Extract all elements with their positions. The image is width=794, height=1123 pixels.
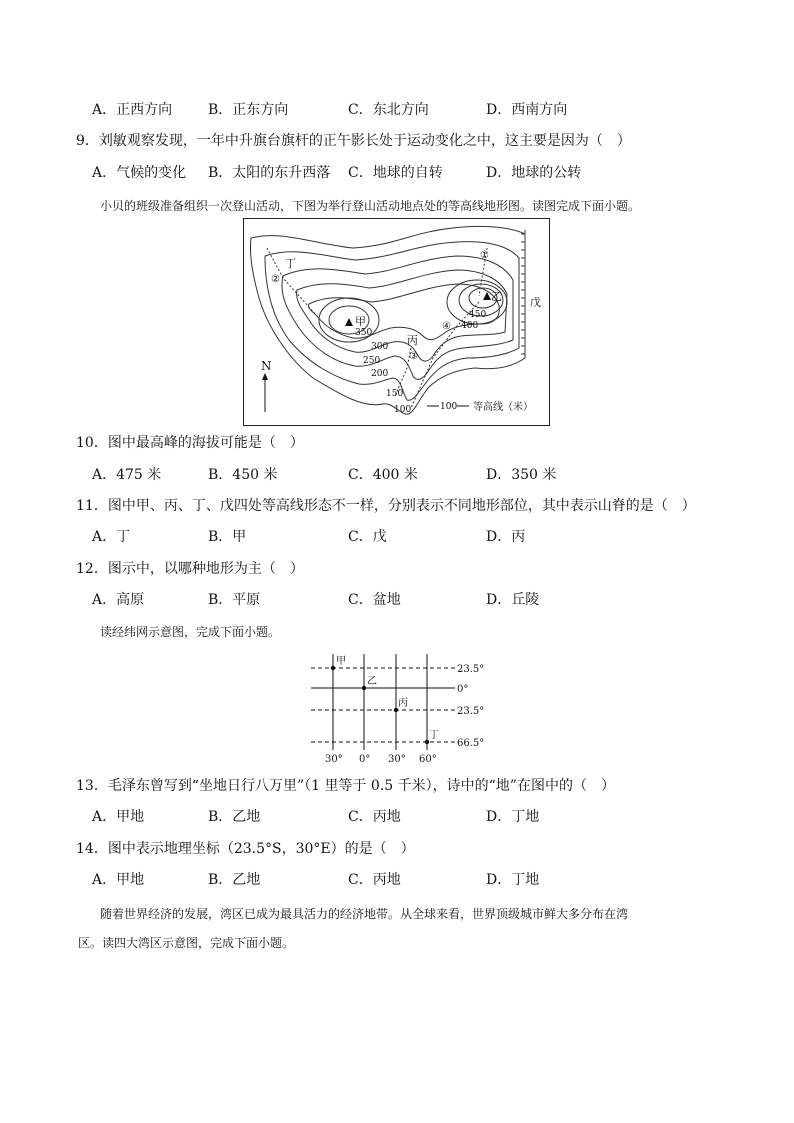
elev-100: 100 — [394, 405, 412, 415]
lat-label-4: 66.5° — [457, 738, 485, 749]
elev-450: 450 — [469, 310, 487, 320]
q13-option-b: B．乙地 — [208, 809, 261, 825]
contour-map — [243, 218, 550, 426]
grid-label-yi: 乙 — [367, 676, 377, 687]
q9-option-a: A．气候的变化 — [92, 165, 187, 181]
grid-label-ding: 丁 — [429, 730, 439, 741]
q13-option-a: A．甲地 — [92, 809, 145, 825]
label-yi: 乙 — [491, 290, 502, 303]
elev-150: 150 — [386, 389, 404, 399]
q11-option-b: B．甲 — [208, 529, 247, 545]
q14-option-d: D．丁地 — [486, 872, 540, 888]
elev-250: 250 — [363, 356, 381, 366]
contour-intro: 小贝的班级准备组织一次登山活动，下图为举行登山活动地点处的等高线地形图。读图完成下面小题。 — [100, 199, 641, 213]
circle-4: ④ — [442, 321, 451, 332]
lon-label-3: 30° — [388, 754, 406, 765]
q11-stem: 11．图中甲、丙、丁、戊四处等高线形态不一样，分别表示不同地形部位，其中表示山脊的是（ ） — [76, 498, 696, 514]
legend-text: 等高线（米） — [473, 402, 533, 413]
legend-value: 100 — [440, 402, 458, 412]
q8-option-d: D．西南方向 — [486, 102, 568, 118]
q13-stem: 13．毛泽东曾写到“坐地日行八万里”（1 里等于 0.5 千米），诗中的“地”在图中的（ ） — [76, 778, 615, 794]
q8-option-c: C．东北方向 — [348, 102, 429, 118]
label-ding: 丁 — [285, 257, 296, 270]
bay-intro-line2: 区。读四大湾区示意图，完成下面小题。 — [78, 936, 295, 950]
q9-option-c: C．地球的自转 — [348, 165, 443, 181]
q14-option-b: B．乙地 — [208, 872, 261, 888]
lat-label-1: 23.5° — [457, 664, 485, 675]
q10-option-c: C．400 米 — [348, 467, 418, 483]
circle-1: ① — [480, 250, 489, 261]
point-jia — [331, 666, 335, 670]
label-wu: 戊 — [530, 296, 541, 309]
q9-option-d: D．地球的公转 — [486, 165, 582, 181]
latlong-grid-map — [305, 650, 495, 766]
circle-2: ② — [271, 274, 280, 285]
label-bing: 丙 — [407, 334, 418, 347]
q14-stem: 14．图中表示地理坐标（23.5°S，30°E）的是（ ） — [76, 841, 415, 857]
q12-option-a: A．高原 — [92, 592, 145, 608]
q11-option-d: D．丙 — [486, 529, 526, 545]
q11-option-c: C．戊 — [348, 529, 387, 545]
q8-option-b: B．正东方向 — [208, 102, 289, 118]
lat-label-3: 23.5° — [457, 706, 485, 717]
q10-option-a: A．475 米 — [92, 467, 162, 483]
q12-option-c: C．盆地 — [348, 592, 401, 608]
elev-400: 400 — [461, 321, 479, 331]
q9-stem: 9．刘敏观察发现，一年中升旗台旗杆的正午影长处于运动变化之中，这主要是因为（ ） — [76, 133, 631, 149]
elev-300: 300 — [371, 342, 389, 352]
bay-intro-line1: 随着世界经济的发展，湾区已成为最具活力的经济地带。从全球来看，世界顶级城市鲜大多分布在湾 — [100, 907, 629, 921]
elev-200: 200 — [371, 369, 389, 379]
lon-label-2: 0° — [359, 754, 371, 765]
lat-label-2: 0° — [457, 684, 469, 695]
q12-option-d: D．丘陵 — [486, 592, 540, 608]
north-label: N — [261, 359, 272, 373]
lon-label-1: 30° — [325, 754, 343, 765]
contour-legend — [427, 400, 533, 413]
q13-option-c: C．丙地 — [348, 809, 401, 825]
circle-3: ③ — [409, 351, 418, 362]
q11-option-a: A．丁 — [92, 529, 131, 545]
q9-option-b: B．太阳的东升西落 — [208, 165, 331, 181]
q10-stem: 10．图中最高峰的海拔可能是（ ） — [76, 435, 304, 451]
point-yi — [362, 686, 366, 690]
grid-label-bing: 丙 — [398, 698, 408, 709]
q10-option-d: D．350 米 — [486, 467, 557, 483]
lon-label-4: 60° — [419, 754, 437, 765]
grid-intro: 读经纬网示意图，完成下面小题。 — [100, 625, 281, 639]
elev-350: 350 — [355, 328, 373, 338]
q12-stem: 12．图示中，以哪种地形为主（ ） — [76, 561, 304, 577]
q14-option-c: C．丙地 — [348, 872, 401, 888]
grid-label-jia: 甲 — [336, 656, 346, 667]
q14-option-a: A．甲地 — [92, 872, 145, 888]
q12-option-b: B．平原 — [208, 592, 261, 608]
q13-option-d: D．丁地 — [486, 809, 540, 825]
q10-option-b: B．450 米 — [208, 467, 278, 483]
label-jia: 甲 — [355, 315, 366, 328]
q8-option-a: A．正西方向 — [92, 102, 173, 118]
